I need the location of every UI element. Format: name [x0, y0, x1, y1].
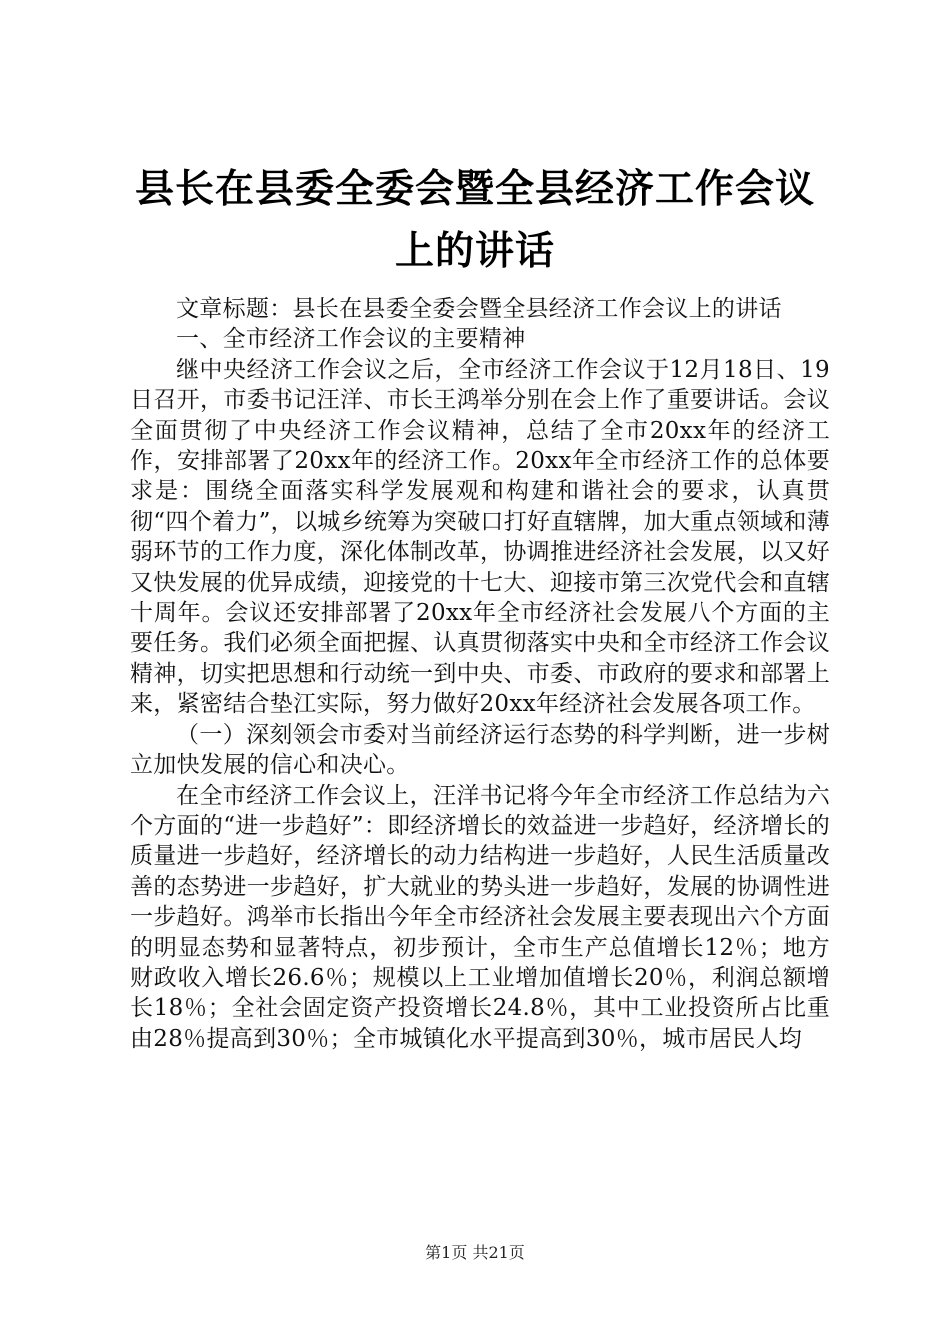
paragraph-subsection-heading: （一）深刻领会市委对当前经济运行态势的科学判断，进一步树立加快发展的信心和决心。: [130, 721, 830, 779]
paragraph-section-heading: 一、全市经济工作会议的主要精神: [176, 326, 526, 353]
paragraph-meeting-summary: 继中央经济工作会议之后，全市经济工作会议于12月18日、19日召开，市委书记汪洋、市长王鸿举分别在会上作了重要讲话。会议全面贯彻了中央经济工作会议精神，总结了全市20xx年的经济工作，安排部署了20xx年的经济工作。20xx年全市经济工作的总体要求是：围绕全面落实科学发展观和构建和谐社会的要求，认真贯彻“四个着力”，以城乡统筹为突破口打好直辖牌，加大重点领域和薄弱环节的工作力度，深化体制改革，协调推进经济社会发展，以又好又快发展的优异成绩，迎接党的十七大、迎接市第三次党代会和直辖十周年。会议还安排部署了20xx年全市经济社会发展八个方面的主要任务。我们必须全面把握、认真贯彻落实中央和全市经济工作会议精神，切实把思想和行动统一到中央、市委、市政府的要求和部署上来，紧密结合垫江实际，努力做好20xx年经济社会发展各项工作。: [130, 356, 830, 718]
document-body: [130, 294, 830, 1054]
page-footer: 第1页 共21页: [425, 1243, 525, 1262]
paragraph-article-title: 文章标题：县长在县委全委会暨全县经济工作会议上的讲话: [176, 296, 782, 322]
document-title: 县长在县委全委会暨全县经济工作会议上的讲话: [134, 166, 815, 274]
paragraph-economic-review: 在全市经济工作会议上，汪洋书记将今年全市经济工作总结为六个方面的“进一步趋好”：即经济增长的效益进一步趋好，经济增长的质量进一步趋好，经济增长的动力结构进一步趋好，人民生活质量改善的态势进一步趋好，扩大就业的势头进一步趋好，发展的协调性进一步趋好。鸿举市长指出今年全市经济社会发展主要表现出六个方面的明显态势和显著特点，初步预计，全市生产总值增长12％；地方财政收入增长26.6％；规模以上工业增加值增长20％，利润总额增长18％；全社会固定资产投资增长24.8％，其中工业投资所占比重由28％提高到30％；全市城镇化水平提高到30％，城市居民人均: [130, 782, 830, 1052]
